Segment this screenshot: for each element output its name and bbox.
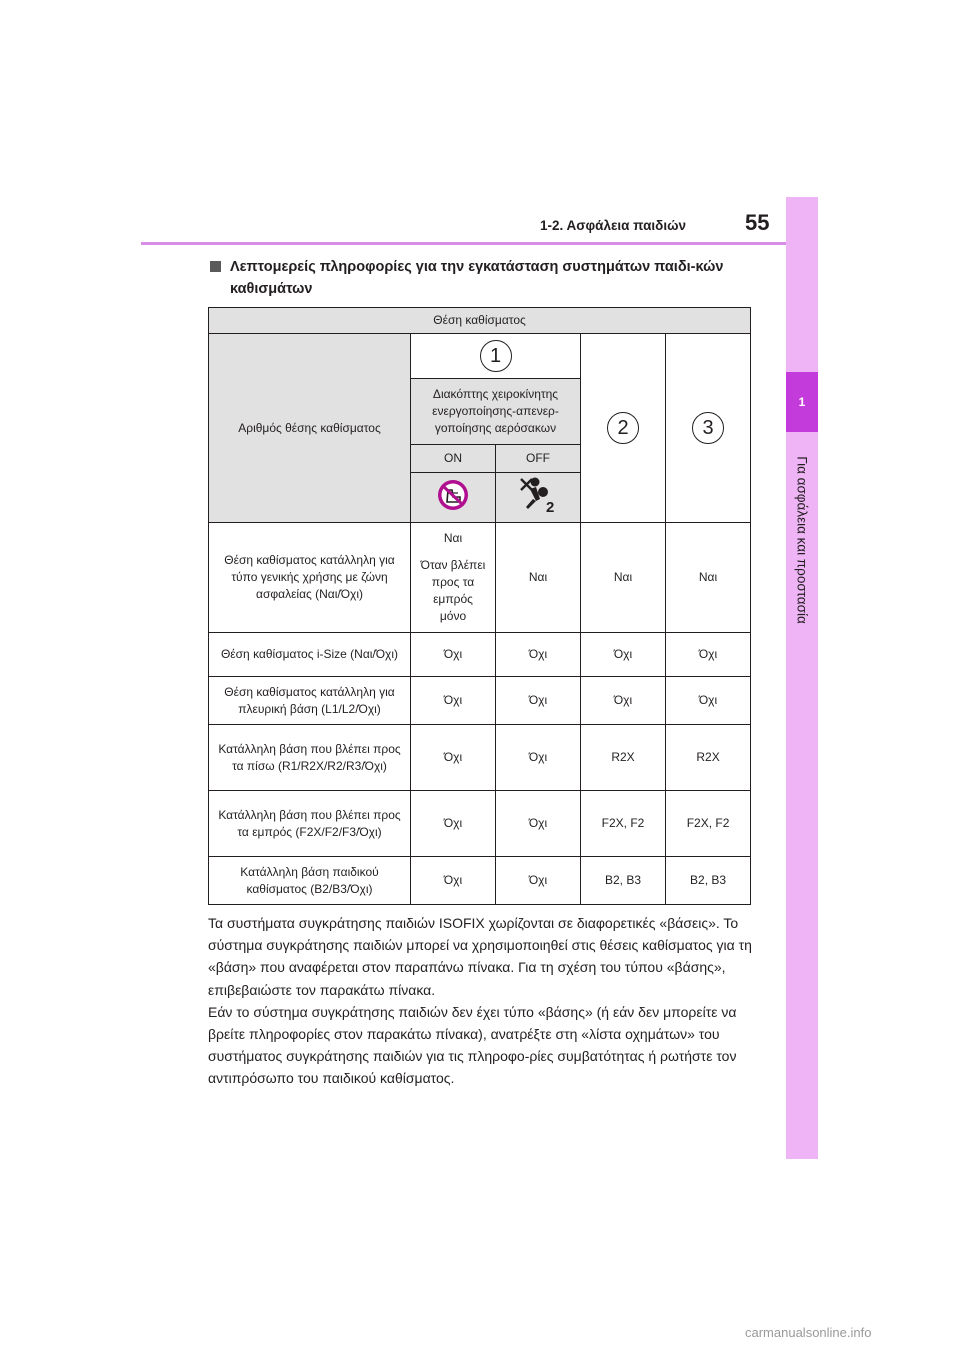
svg-text:2: 2 <box>546 499 555 515</box>
chapter-number-tab: 1 <box>786 372 818 432</box>
switch-off-label: OFF <box>496 445 581 473</box>
table-cell-on: Όχι <box>411 725 496 791</box>
table-cell-seat3: Ναι <box>666 523 751 633</box>
passenger-airbag-off-icon <box>517 475 559 520</box>
watermark: carmanualsonline.info <box>745 1325 872 1340</box>
table-cell-on-line1: Ναι <box>443 531 463 545</box>
table-row-label: Κατάλληλη βάση παιδικού καθίσματος (B2/B3/Όχι) <box>209 857 411 905</box>
table-cell-off: Όχι <box>496 633 581 677</box>
table-cell-off: Όχι <box>496 791 581 857</box>
seat-1-number-cell <box>411 334 581 379</box>
airbag-off-icon-cell <box>411 473 496 523</box>
table-row-label: Κατάλληλη βάση που βλέπει προς τα πίσω (R1/R2X/R2/R3/Όχι) <box>209 725 411 791</box>
table-cell-on-line2: Όταν βλέπει προς τα εμπρός μόνο <box>420 558 486 623</box>
table-cell-seat2: F2X, F2 <box>581 791 666 857</box>
table-cell-seat2: B2, B3 <box>581 857 666 905</box>
table-cell-on <box>411 523 496 633</box>
table-cell-off: Όχι <box>496 857 581 905</box>
table-cell-off: Ναι <box>496 523 581 633</box>
table-cell-off: Όχι <box>496 725 581 791</box>
header-divider <box>141 242 786 245</box>
table-cell-seat3: B2, B3 <box>666 857 751 905</box>
seat-2-number-cell <box>581 334 666 523</box>
body-text <box>208 912 753 1090</box>
table-row-label: Θέση καθίσματος κατάλληλη για πλευρική βάση (L1/L2/Όχι) <box>209 677 411 725</box>
seat-1-number: 1 <box>480 340 512 372</box>
section-header: 1-2. Ασφάλεια παιδιών <box>540 218 687 233</box>
seat-3-number: 3 <box>692 412 724 444</box>
table-row-label: Κατάλληλη βάση που βλέπει προς τα εμπρός (F2X/F2/F3/Όχι) <box>209 791 411 857</box>
seat-3-number-cell <box>666 334 751 523</box>
airbag-on-icon-cell <box>496 473 581 523</box>
table-cell-seat3: F2X, F2 <box>666 791 751 857</box>
body-paragraph-1: Τα συστήματα συγκράτησης παιδιών ISOFIX χωρίζονται σε διαφορετικές «βάσεις». Το σύστημα συγκράτησης παιδιών μπορεί να χρησιμοποιηθεί στις θέσεις καθίσματος για τη «βάση» που αναφέρεται στον παραπάνω πίνακα. Για τη σχέση του τύπου «βάσης», επιβεβαιώστε τον παρακάτω πίνακα. <box>208 915 752 998</box>
table-cell-seat3: Όχι <box>666 633 751 677</box>
seat-position-table <box>208 307 751 905</box>
table-cell-on: Όχι <box>411 633 496 677</box>
heading-bullet-icon <box>210 261 221 272</box>
table-cell-on: Όχι <box>411 677 496 725</box>
chapter-side-tab <box>786 197 818 1159</box>
table-cell-seat2: Όχι <box>581 633 666 677</box>
table-cell-seat2: Όχι <box>581 677 666 725</box>
section-heading <box>210 256 755 300</box>
chapter-title: Για ασφάλεια και προστασία <box>794 456 810 624</box>
table-title: Θέση καθίσματος <box>209 308 751 334</box>
table-row-label: Θέση καθίσματος i-Size (Ναι/Όχι) <box>209 633 411 677</box>
table-cell-seat3: Όχι <box>666 677 751 725</box>
page-number: 55 <box>745 210 770 235</box>
body-paragraph-2: Εάν το σύστημα συγκράτησης παιδιών δεν έχει τύπο «βάσης» (ή εάν δεν μπορείτε να βρείτε πληροφορίες στον παρακάτω πίνακα), ανατρέξτε στη «λίστα οχημάτων» του συστήματος συγκράτησης παιδιών για τις πληροφο-ρίες συμβατότητας ή ρωτήστε τον αντιπρόσωπο του παιδικού καθίσματος. <box>208 1003 737 1087</box>
table-cell-seat2: Ναι <box>581 523 666 633</box>
airbag-switch-label: Διακόπτης χειροκίνητης ενεργοποίησης-απενερ-γοποίησης αερόσακων <box>411 379 581 445</box>
table-row-label: Θέση καθίσματος κατάλληλη για τύπο γενικής χρήσης με ζώνη ασφαλείας (Ναι/Όχι) <box>209 523 411 633</box>
table-cell-seat2: R2X <box>581 725 666 791</box>
table-cell-on: Όχι <box>411 857 496 905</box>
section-heading-text: Λεπτομερείς πληροφορίες για την εγκατάσταση συστημάτων παιδι-κών καθισμάτων <box>230 259 724 297</box>
table-cell-off: Όχι <box>496 677 581 725</box>
table-cell-seat3: R2X <box>666 725 751 791</box>
seat-2-number: 2 <box>607 412 639 444</box>
airbag-off-child-seat-icon <box>433 478 473 517</box>
table-cell-on: Όχι <box>411 791 496 857</box>
switch-on-label: ON <box>411 445 496 473</box>
seat-number-label: Αριθμός θέσης καθίσματος <box>209 334 411 523</box>
